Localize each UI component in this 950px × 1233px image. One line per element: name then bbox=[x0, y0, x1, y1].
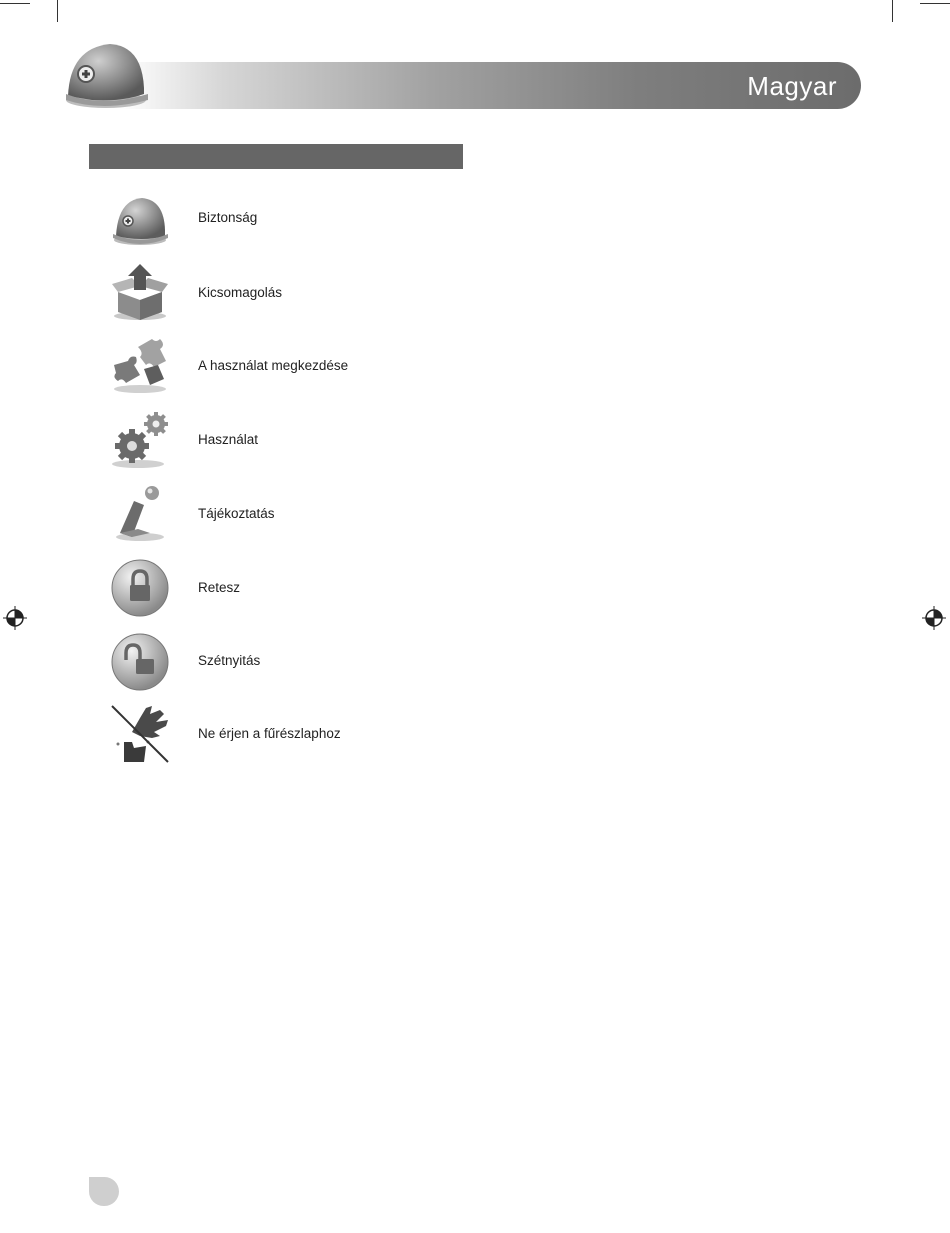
page-number-tab bbox=[89, 1177, 119, 1206]
language-title: Magyar bbox=[747, 71, 837, 101]
crop-mark-top-right-h bbox=[920, 3, 950, 4]
registration-mark-left bbox=[3, 606, 27, 630]
gears-icon bbox=[110, 410, 170, 470]
section-header-bar bbox=[89, 144, 463, 169]
legend-label: Tájékoztatás bbox=[198, 506, 275, 521]
puzzle-pieces-icon bbox=[110, 335, 170, 395]
legend-item-getting-started bbox=[110, 335, 470, 395]
legend-label: Ne érjen a fűrészlaphoz bbox=[198, 726, 341, 741]
legend-label: Retesz bbox=[198, 580, 241, 595]
unlocked-padlock-icon bbox=[110, 632, 170, 692]
legend-label: A használat megkezdése bbox=[198, 358, 349, 373]
locked-padlock-icon bbox=[110, 558, 170, 618]
legend-item-usage bbox=[110, 410, 470, 470]
legend-item-lock bbox=[110, 558, 470, 618]
legend-item-unpacking bbox=[110, 262, 470, 322]
legend-item-unlock bbox=[110, 632, 470, 692]
safety-helmet-icon bbox=[62, 36, 152, 110]
info-figure-icon bbox=[110, 483, 170, 543]
legend-label: Kicsomagolás bbox=[198, 285, 283, 300]
crop-mark-top-right-v bbox=[892, 0, 893, 22]
crop-mark-top-left-h bbox=[0, 3, 30, 4]
legend-item-no-touch-blade bbox=[110, 704, 470, 764]
safety-helmet-icon bbox=[110, 190, 170, 250]
legend-label: Használat bbox=[198, 432, 259, 447]
legend-item-information bbox=[110, 483, 470, 543]
unpacking-box-icon bbox=[110, 262, 170, 322]
crop-mark-top-left-v bbox=[57, 0, 58, 22]
legend-label: Biztonság bbox=[198, 210, 258, 225]
no-touch-blade-icon bbox=[110, 704, 170, 764]
registration-mark-right bbox=[922, 606, 946, 630]
header-band bbox=[120, 62, 861, 109]
legend-item-safety bbox=[110, 190, 470, 250]
legend-label: Szétnyitás bbox=[198, 653, 261, 668]
